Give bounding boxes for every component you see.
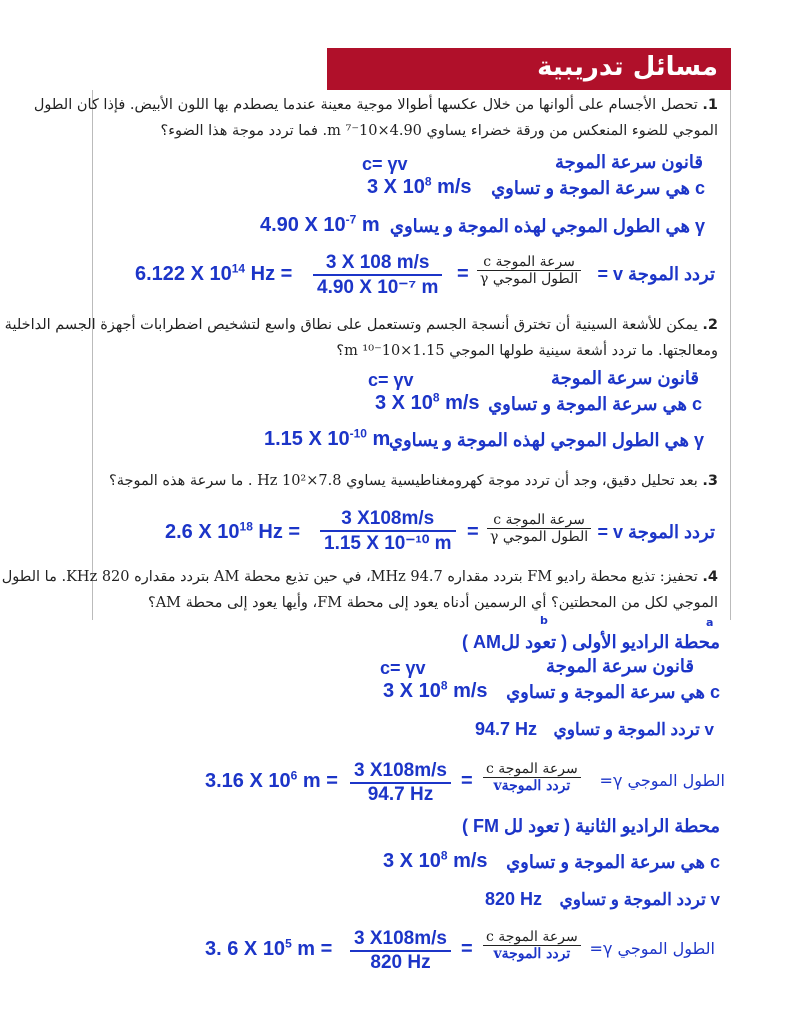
question-4 xyxy=(1,564,718,616)
equals-sign: = xyxy=(461,770,473,792)
law-formula: c= γv xyxy=(368,370,414,390)
equation-4a xyxy=(205,760,725,810)
v-value: 820 Hz xyxy=(485,889,543,909)
c-label: c هي سرعة الموجة و تساوي xyxy=(506,682,720,702)
equation-4b xyxy=(205,928,715,978)
c-value: 3 X $10^8$ m/s xyxy=(375,390,480,414)
law-formula: c= γv xyxy=(362,154,408,174)
station2-title: محطة الراديو الثانية ( تعود لل FM ) xyxy=(461,816,720,836)
equals-sign: = xyxy=(467,521,479,543)
law-label: قانون سرعة الموجة xyxy=(555,152,703,172)
gamma-value: 4.90 X $10^{-7}$ m xyxy=(260,212,380,236)
symbol-fraction: سرعة الموجة c الطول الموجي γ xyxy=(477,254,581,287)
figure-tab-a: a xyxy=(706,616,714,629)
symbol-fraction: سرعة الموجة c تردد الموجةv xyxy=(483,929,581,962)
numeric-fraction: $\frac{3 X108m/s}{94.7 Hz}$ xyxy=(350,760,451,806)
c-value: 3 X $10^8$ m/s xyxy=(383,848,488,872)
c-value: 3 X $10^8$ m/s xyxy=(383,678,488,702)
equals-sign: = xyxy=(461,938,473,960)
wl-label: الطول الموجي γ= xyxy=(599,771,725,790)
result: 3.16 X $10^6$ m = xyxy=(205,768,338,792)
numeric-fraction: $\frac{3 X 108 m/s}{\text{4.90 X 10⁻⁷ m}}$ xyxy=(313,252,442,299)
symbol-fraction: سرعة الموجة c الطول الموجي γ xyxy=(487,512,591,545)
c-value: 3 X $10^8$ m/s xyxy=(367,174,472,198)
question-text: الموجي لكل من المحطتين؟ أي الرسمين أدناه يعود إلى محطة FM، وأيها يعود إلى محطة AM؟ xyxy=(147,595,718,611)
question-text: بعد تحليل دقيق، وجد أن تردد موجة كهرومغناطيسية يساوي 7.8×10² Hz . ما سرعة هذه الموجة؟ xyxy=(109,473,698,489)
question-text: تحصل الأجسام على ألوانها من خلال عكسها أطوالا موجية معينة عندما يصطدم بها اللون الأبيض. فإذا كان الطول xyxy=(33,97,698,113)
question-text: الموجي للضوء المنعكس من ورقة خضراء يساوي 4.90×10⁻⁷ m. فما تردد موجة هذا الضوء؟ xyxy=(160,123,718,139)
equation-1 xyxy=(135,252,715,302)
law-formula: c= γv xyxy=(380,658,426,678)
result: 2.6 X $10^{18}$ Hz = xyxy=(165,519,301,543)
question-text: تحفيز: تذيع محطة راديو FM بتردد مقداره 94.7 MHz، في حين تذيع محطة AM بتردد مقداره 820 KHz. ما الطول xyxy=(1,569,698,585)
result: 3. 6 X $10^5$ m = xyxy=(205,936,333,960)
law-label: قانون سرعة الموجة xyxy=(546,656,694,676)
symbol-fraction: سرعة الموجة c تردد الموجةv xyxy=(483,761,581,794)
law-label: قانون سرعة الموجة xyxy=(551,368,699,388)
result: 6.122 X $10^{14}$ Hz = xyxy=(135,261,293,285)
freq-label: تردد الموجة v = xyxy=(597,264,715,284)
v-label: v تردد الموجة و تساوي xyxy=(559,890,720,909)
question-text: يمكن للأشعة السينية أن تخترق أنسجة الجسم وتستعمل على نطاق واسع لتشخيص اضطرابات أجهزة الجسم الداخلية xyxy=(4,317,698,333)
question-number: 4. xyxy=(702,569,718,585)
v-label: v تردد الموجة و تساوي xyxy=(553,720,714,739)
equals-sign: = xyxy=(457,263,469,285)
numeric-fraction: $\frac{3 X108m/s}{\text{1.15 X 10⁻¹⁰ m}}$ xyxy=(320,508,456,555)
question-text: ومعالجتها. ما تردد أشعة سينية طولها الموجي 1.15×10⁻¹⁰ m؟ xyxy=(336,343,718,359)
station1-title: محطة الراديو الأولى ( تعود للAM ) xyxy=(462,632,720,652)
right-divider xyxy=(730,90,731,620)
gamma-label: γ هي الطول الموجي لهذه الموجة و يساوي xyxy=(388,430,704,450)
freq-label: تردد الموجة v = xyxy=(597,522,715,542)
question-1 xyxy=(33,92,718,144)
wl-label: الطول الموجي γ= xyxy=(589,939,715,958)
question-2 xyxy=(4,312,718,364)
question-3 xyxy=(78,468,718,494)
question-number: 1. xyxy=(702,97,718,113)
c-label: c هي سرعة الموجة و تساوي xyxy=(488,394,702,414)
question-number: 3. xyxy=(702,473,718,489)
question-number: 2. xyxy=(702,317,718,333)
numeric-fraction: $\frac{3 X108m/s}{820 Hz}$ xyxy=(350,928,451,974)
gamma-label: γ هي الطول الموجي لهذه الموجة و يساوي xyxy=(389,216,705,236)
page-title: مسائل تدريبية xyxy=(537,52,718,82)
equation-3 xyxy=(165,508,715,558)
v-value: 94.7 Hz xyxy=(475,719,538,739)
c-label: c هي سرعة الموجة و تساوي xyxy=(491,178,705,198)
c-label: c هي سرعة الموجة و تساوي xyxy=(506,852,720,872)
gamma-value: 1.15 X $10^{-10}$ m xyxy=(264,426,391,450)
figure-tab-b: b xyxy=(540,614,548,627)
